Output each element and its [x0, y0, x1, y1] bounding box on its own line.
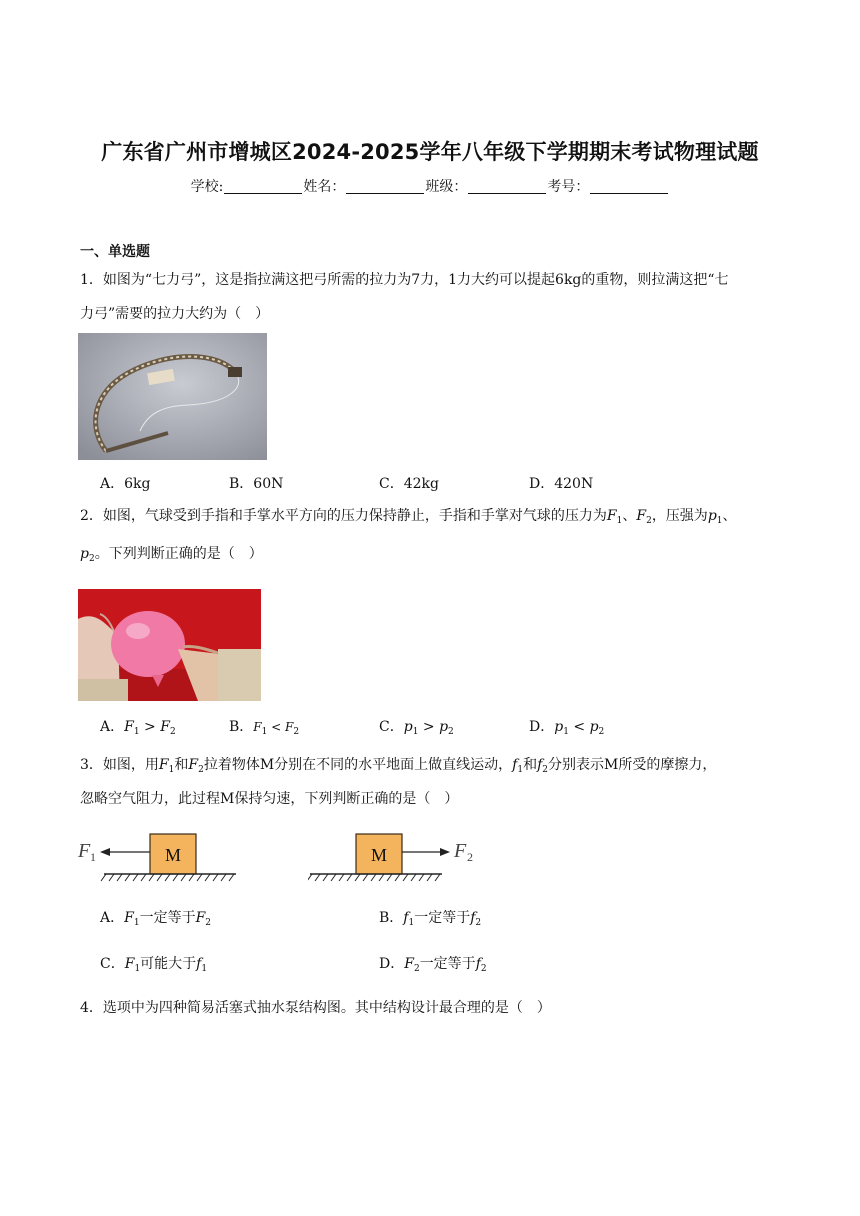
q1-option-c[interactable]: C．42kg: [379, 476, 439, 492]
question-1-line2: 力弓”需要的拉力大约为（ ）: [80, 306, 270, 322]
school-blank[interactable]: [224, 179, 302, 194]
class-blank[interactable]: [468, 179, 546, 194]
q3-option-a[interactable]: A．$F_1$一定等于$F_2$: [100, 910, 212, 928]
block-m-left-label: M: [164, 845, 182, 865]
balloon-image: [78, 589, 261, 701]
arrow-f2-head: [440, 848, 450, 856]
q1-option-a[interactable]: A．6kg: [100, 476, 151, 492]
question-2-stem: [80, 507, 790, 568]
question-1-line1: 1．如图为“七力弓”，这是指拉满这把弓所需的拉力为7力，1力大约可以提起6kg的重物，则拉满这把“七: [80, 272, 729, 288]
q2-option-b[interactable]: B．$F_1 < F_2$: [229, 719, 300, 737]
name-label: 姓名：: [303, 179, 346, 195]
name-blank[interactable]: [346, 179, 424, 194]
label-f2-sub: 2: [467, 850, 473, 864]
q3-option-b[interactable]: B．$f_1$一定等于$f_2$: [379, 910, 482, 928]
section-title: 一、单选题: [80, 244, 150, 260]
question-3-line2: 忽略空气阻力，此过程M保持匀速，下列判断正确的是（ ）: [80, 791, 459, 807]
label-f2: F: [454, 840, 467, 862]
block-m-right-label: M: [370, 845, 388, 865]
class-label: 班级：: [425, 179, 468, 195]
q1-option-b[interactable]: B．60N: [229, 476, 284, 492]
student-info-line: [0, 176, 860, 196]
q3-option-c[interactable]: C．$F_1$可能大于$f_1$: [100, 956, 208, 974]
school-label: 学校:: [190, 179, 224, 195]
question-2-line2: $p_2$。下列判断正确的是（ ）: [80, 546, 263, 564]
question-3-stem: [80, 756, 790, 808]
exam-no-blank[interactable]: [590, 179, 668, 194]
q2-option-d[interactable]: D．$p_1 < p_2$: [529, 719, 605, 737]
arrow-f1-head: [100, 848, 110, 856]
question-4-stem: 4．选项中为四种简易活塞式抽水泵结构图。其中结构设计最合理的是（ ）: [80, 1000, 551, 1016]
force-diagram-right: [308, 830, 488, 886]
q3-option-d[interactable]: D．$F_2$一定等于$f_2$: [379, 956, 487, 974]
q2-option-c[interactable]: C．$p_1 > p_2$: [379, 719, 454, 737]
exam-no-label: 考号：: [547, 179, 590, 195]
question-3-line1: 3．如图，用$F_1$和$F_2$拉着物体M分别在不同的水平地面上做直线运动，$f_1$和$f_2$分别表示M所受的摩擦力，: [80, 757, 717, 775]
force-diagram-left: [76, 830, 246, 886]
q2-option-a[interactable]: A．$F_1 > F_2$: [100, 719, 176, 737]
question-2-line1: 2．如图，气球受到手指和手掌水平方向的压力保持静止，手指和手掌对气球的压力为$F_1$、$F_2$，压强为$p_1$、: [80, 508, 737, 526]
ground-hatch-left: [101, 874, 234, 881]
page-title: 广东省广州市增城区2024-2025学年八年级下学期期末考试物理试题: [101, 140, 759, 164]
balloon-photo: [78, 589, 261, 701]
label-f1-sub: 1: [90, 850, 96, 864]
label-f1: F: [78, 840, 91, 862]
bow-image: [78, 333, 267, 460]
ground-hatch-right: [308, 874, 440, 881]
q1-option-d[interactable]: D．420N: [529, 476, 594, 492]
bow-photo: [78, 333, 267, 460]
question-1-stem: [80, 263, 790, 331]
